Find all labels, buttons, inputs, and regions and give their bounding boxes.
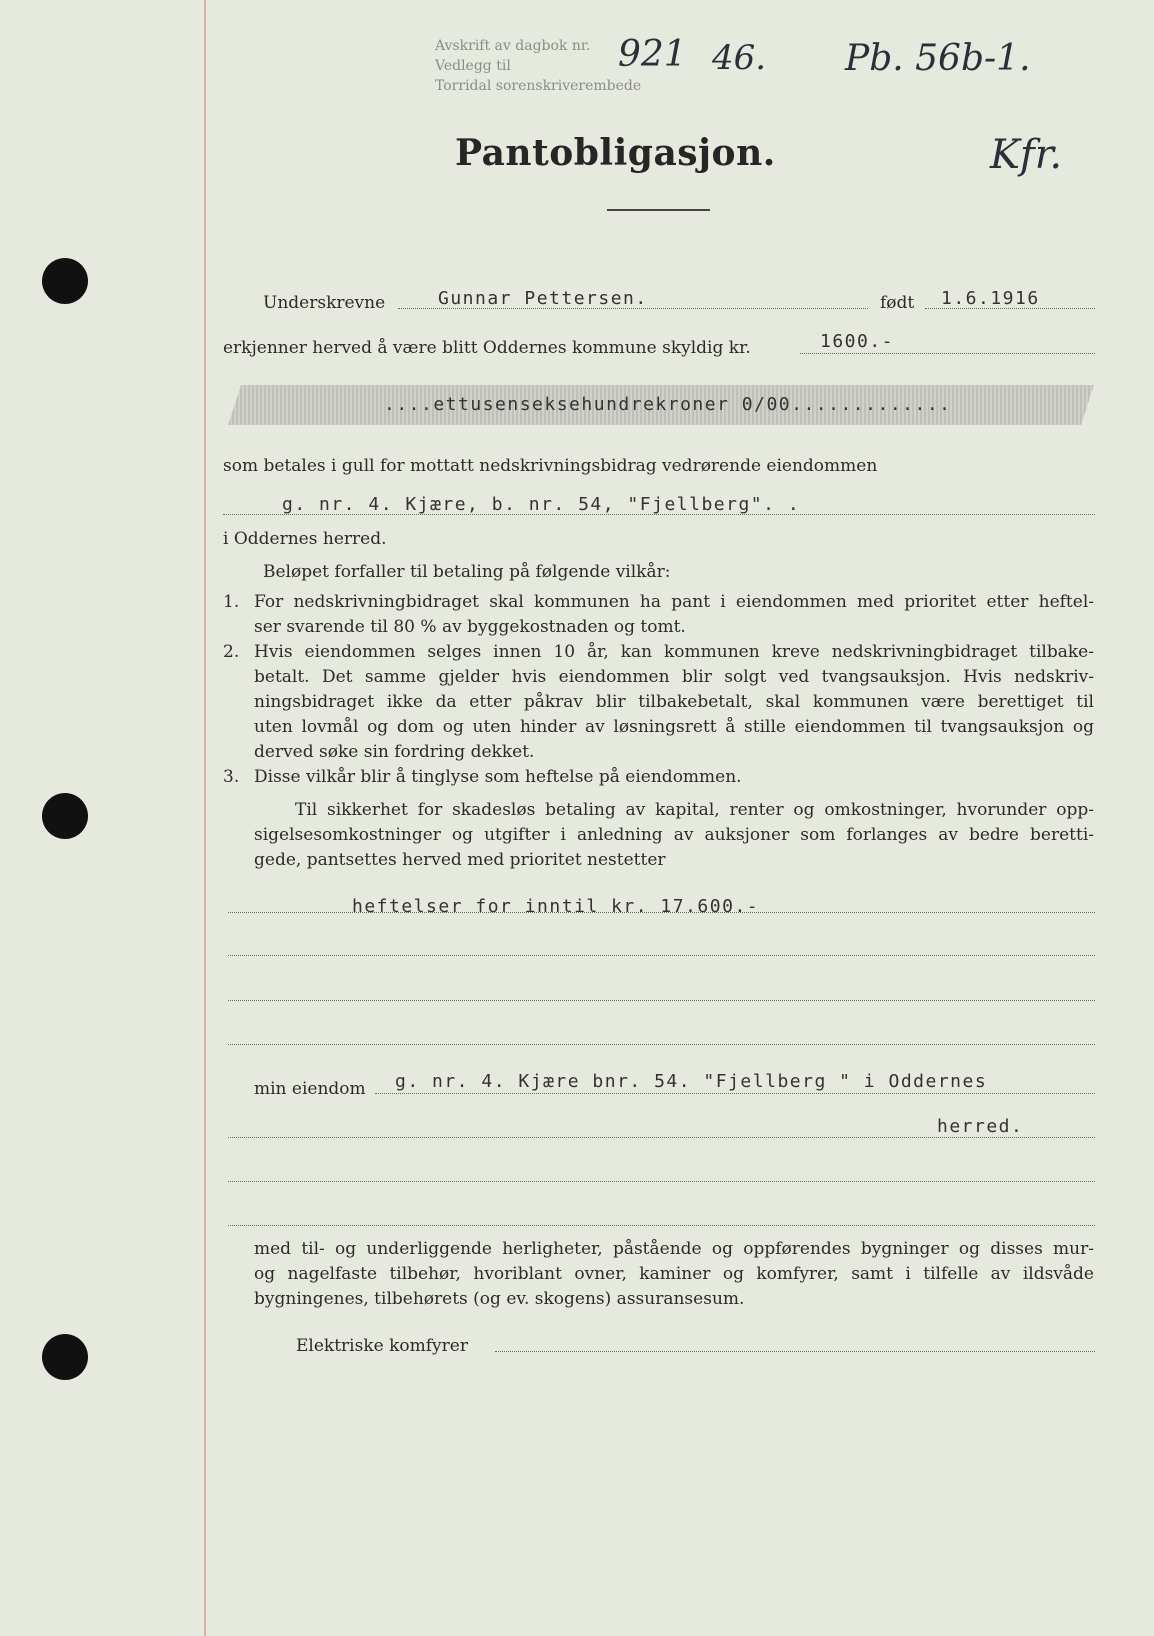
stamp-line-2: Vedlegg til	[435, 58, 511, 74]
term-line: ningsbidraget ikke da etter påkrav blir tilbakebetalt, skal kommunen være berettiget til	[254, 692, 1094, 712]
label-electric-stoves: Elektriske komfyrer	[296, 1336, 468, 1356]
security-paragraph	[254, 798, 1094, 873]
property-intro: som betales i gull for mottatt nedskrivningsbidrag vedrørende eiendommen	[223, 456, 878, 476]
handwritten-year: 46.	[712, 38, 767, 78]
term-number: 3.	[223, 767, 240, 787]
title-underline	[607, 209, 710, 211]
appurtenances-paragraph	[254, 1237, 1094, 1312]
fill-line	[228, 1225, 1095, 1226]
stamp-line-1: Avskrift av dagbok nr.	[435, 38, 591, 54]
punch-hole	[42, 1334, 88, 1380]
label-acknowledge: erkjenner herved å være blitt Oddernes kommune skyldig kr.	[223, 338, 751, 358]
handwritten-dagbok-number: 921	[618, 34, 687, 75]
fill-line	[228, 1137, 1095, 1138]
term-line: Hvis eiendommen selges innen 10 år, kan kommunen kreve nedskrivningbidraget tilbake-	[254, 642, 1094, 662]
document-title: Pantobligasjon.	[455, 132, 776, 174]
label-undersigned: Underskrevne	[263, 293, 386, 313]
debt-amount: 1600.-	[820, 331, 895, 352]
paragraph-line: sigelsesomkostninger og utgifter i anledning av auksjoner som forlanges av bedre beretti-	[254, 825, 1094, 845]
fill-line	[800, 353, 1095, 354]
paragraph-line: med til- og underliggende herligheter, påstående og oppførendes bygninger og disses mur-	[254, 1239, 1094, 1259]
amount-in-words: ....ettusenseksehundrekroner 0/00.............	[384, 394, 952, 415]
fill-line	[375, 1093, 1095, 1094]
punch-hole	[42, 793, 88, 839]
margin-line	[204, 0, 206, 1636]
paragraph-line: Til sikkerhet for skadesløs betaling av kapital, renter og omkostninger, hvorunder opp-	[295, 800, 1094, 820]
my-property-line-1: g. nr. 4. Kjære bnr. 54. "Fjellberg " i Oddernes	[395, 1071, 988, 1092]
terms-heading: Beløpet forfaller til betaling på følgende vilkår:	[263, 562, 671, 582]
fill-line	[495, 1351, 1095, 1352]
stamp-line-3: Torridal sorenskriverembede	[435, 78, 642, 94]
term-number: 2.	[223, 642, 240, 662]
label-born: født	[880, 293, 915, 313]
registry-stamp	[435, 36, 641, 96]
debtor-name: Gunnar Pettersen.	[438, 288, 648, 309]
fill-line	[228, 1181, 1095, 1182]
term-line: For nedskrivningbidraget skal kommunen ha pant i eiendommen med prioritet etter heftel-	[254, 592, 1094, 612]
property-district: i Oddernes herred.	[223, 529, 387, 549]
handwritten-reference: Pb. 56b-1.	[845, 38, 1031, 79]
punch-hole	[42, 258, 88, 304]
born-date: 1.6.1916	[941, 288, 1040, 309]
term-line: betalt. Det samme gjelder hvis eiendommen blir solgt ved tvangsauksjon. Hvis nedskriv-	[254, 667, 1094, 687]
property-description: g. nr. 4. Kjære, b. nr. 54, "Fjellberg". .	[282, 494, 801, 515]
label-my-property: min eiendom	[254, 1079, 366, 1099]
prior-liens: heftelser for inntil kr. 17.600.-	[352, 896, 760, 917]
term-number: 1.	[223, 592, 240, 612]
paragraph-line: bygningenes, tilbehørets (og ev. skogens) assuransesum.	[254, 1289, 745, 1309]
fill-line	[228, 955, 1095, 956]
my-property-line-2: herred.	[937, 1116, 1024, 1137]
paragraph-line: og nagelfaste tilbehør, hvoriblant ovner, kaminer og komfyrer, samt i tilfelle av ildsvåde	[254, 1264, 1094, 1284]
fill-line	[228, 1000, 1095, 1001]
term-line: derved søke sin fordring dekket.	[254, 742, 535, 762]
handwritten-initials: Kfr.	[990, 132, 1063, 178]
paragraph-line: gede, pantsettes herved med prioritet nestetter	[254, 850, 666, 870]
term-line: uten lovmål og dom og uten hinder av løsningsrett å stille eiendommen til tvangsauksjon og	[254, 717, 1094, 737]
term-line: Disse vilkår blir å tinglyse som heftelse på eiendommen.	[254, 767, 742, 787]
term-line: ser svarende til 80 % av byggekostnaden og tomt.	[254, 617, 686, 637]
fill-line	[228, 1044, 1095, 1045]
